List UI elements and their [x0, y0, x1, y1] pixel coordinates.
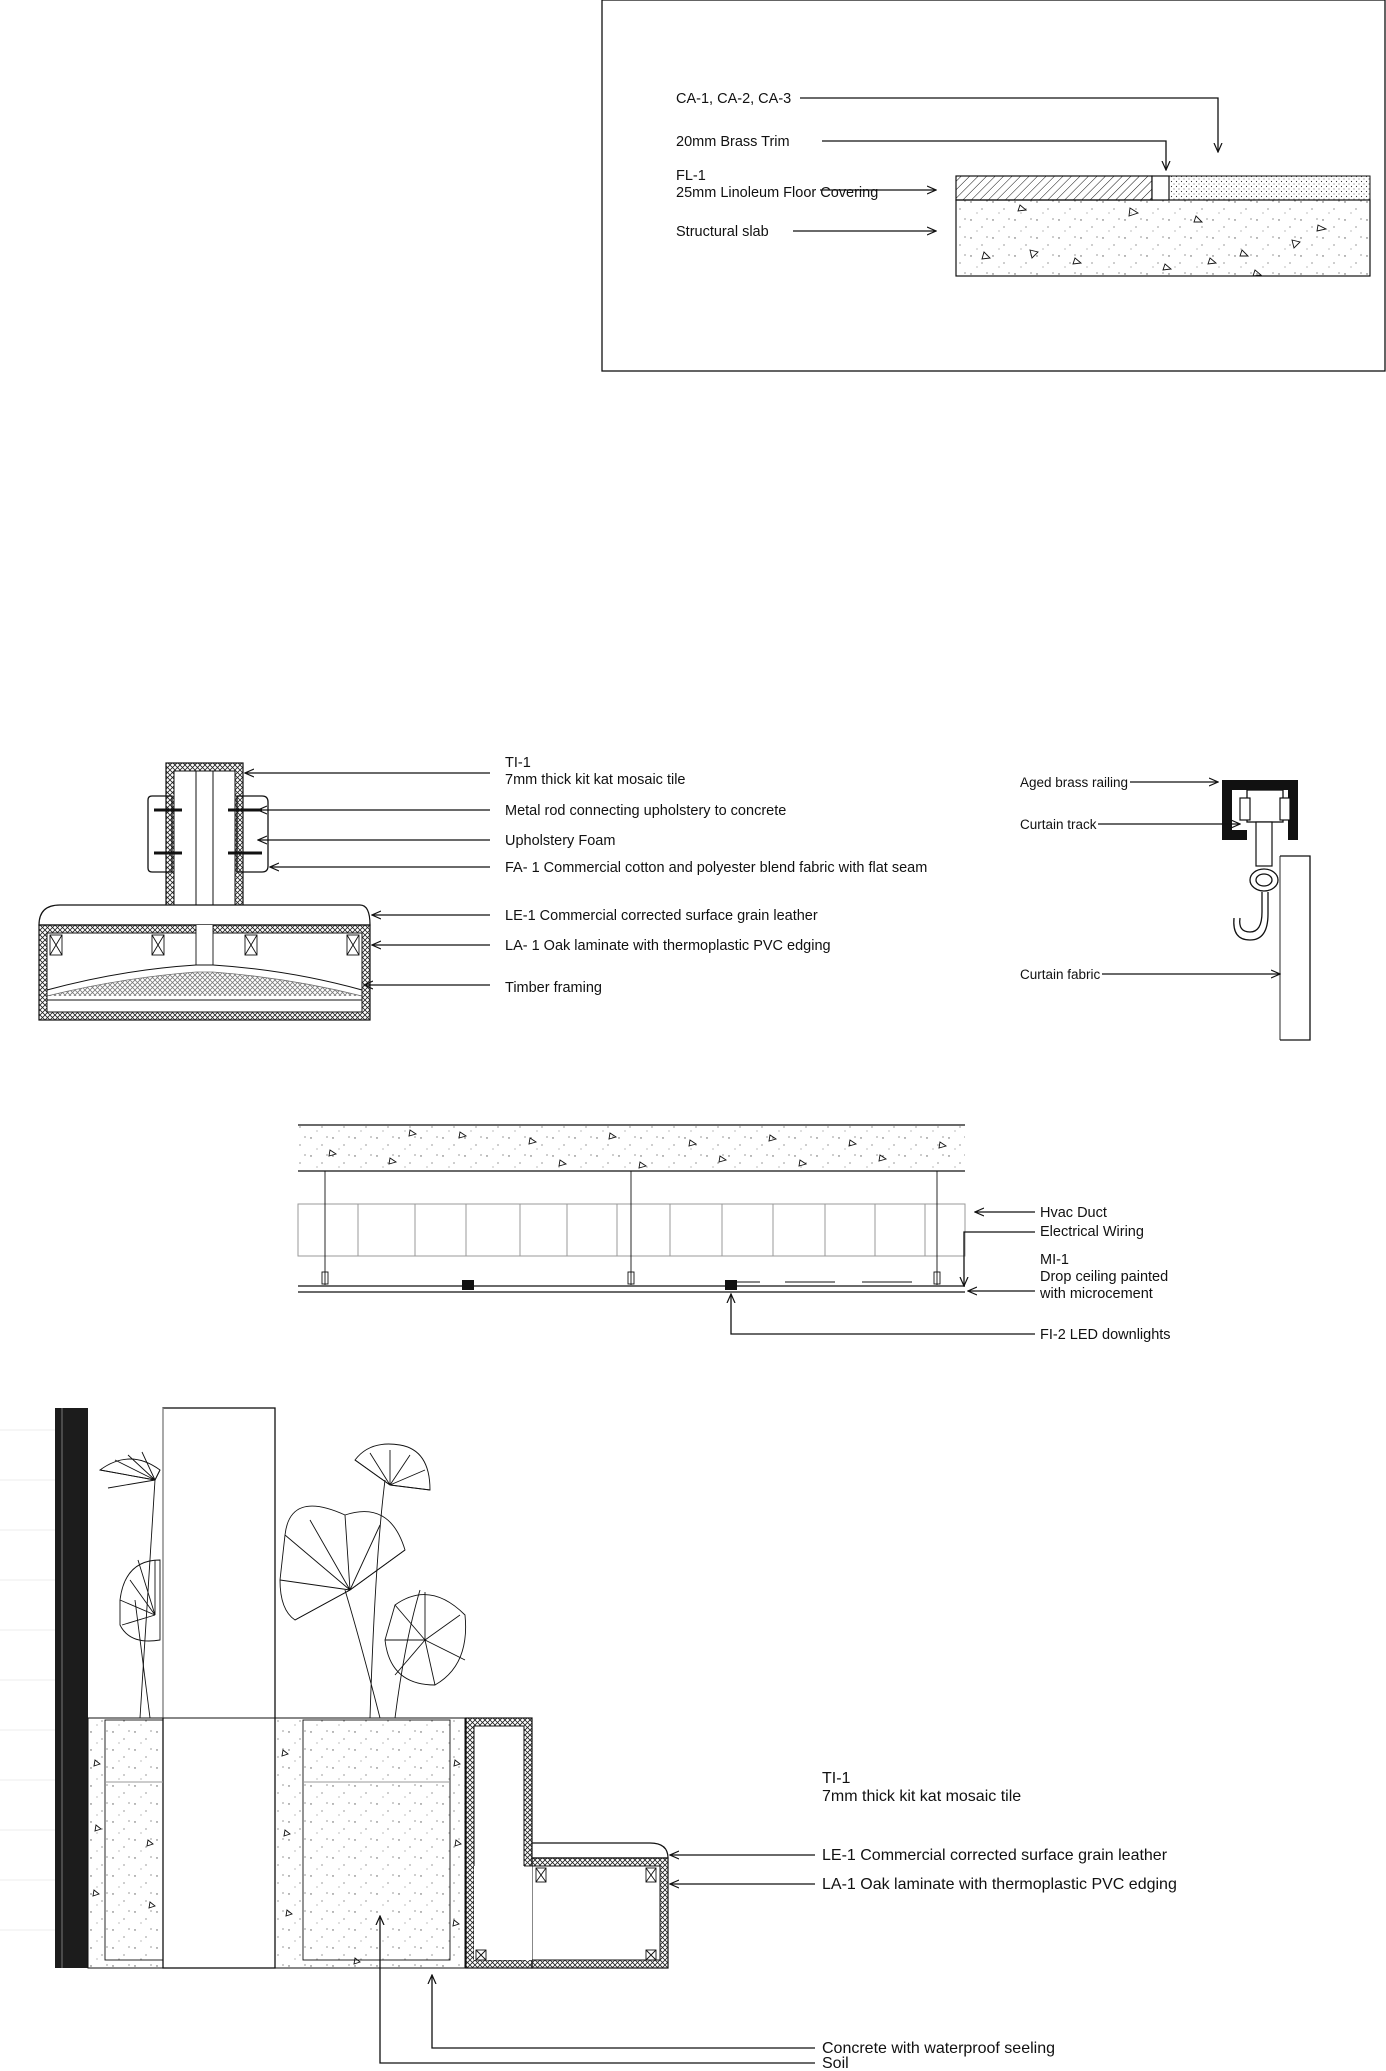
label-fi2: FI-2 LED downlights	[1040, 1327, 1171, 1343]
label-curtain-fabric: Curtain fabric	[1020, 967, 1101, 982]
hvac-duct	[298, 1204, 965, 1256]
curtain-detail	[1020, 775, 1310, 1040]
label-metal-rod: Metal rod connecting upholstery to concrete	[505, 803, 787, 819]
led-downlight	[725, 1280, 737, 1290]
label-curtain-track: Curtain track	[1020, 817, 1097, 832]
curtain-track	[1247, 790, 1283, 822]
label-brass-trim: 20mm Brass Trim	[676, 134, 790, 150]
palm-plant-right	[280, 1444, 466, 1718]
label-mi1: MI-1	[1040, 1252, 1069, 1268]
label-linoleum: 25mm Linoleum Floor Covering	[676, 185, 879, 201]
linoleum-layer	[956, 176, 1152, 200]
planter-bench-detail	[0, 1408, 1177, 2071]
column	[163, 1408, 275, 1968]
label-fa1: FA- 1 Commercial cotton and polyester blend fabric with flat seam	[505, 860, 928, 876]
label-la1: LA- 1 Oak laminate with thermoplastic PVC edging	[505, 938, 831, 954]
planter-wall-right	[275, 1718, 465, 1968]
label-ti1-bench: TI-1	[822, 1770, 851, 1787]
curtain-hook	[1240, 892, 1262, 932]
label-hvac: Hvac Duct	[1040, 1205, 1107, 1221]
label-soil: Soil	[822, 2055, 849, 2071]
label-drop-ceiling: Drop ceiling painted	[1040, 1269, 1169, 1285]
ceiling-slab	[298, 1125, 965, 1171]
label-le1: LE-1 Commercial corrected surface grain leather	[505, 908, 818, 924]
seat-leather	[39, 905, 370, 925]
dark-wall	[55, 1408, 88, 1968]
carpet-layer	[1169, 176, 1370, 200]
label-slab: Structural slab	[676, 224, 769, 240]
palm-plant-left	[100, 1452, 160, 1718]
label-upholstery-foam: Upholstery Foam	[505, 833, 616, 849]
label-mosaic-tile: 7mm thick kit kat mosaic tile	[505, 772, 686, 788]
brass-trim	[1152, 176, 1169, 200]
floor-transition-detail	[602, 0, 1385, 371]
label-brass-railing: Aged brass railing	[1020, 775, 1129, 790]
label-electrical: Electrical Wiring	[1040, 1224, 1144, 1240]
label-concrete: Concrete with waterproof seeling	[822, 2040, 1056, 2057]
label-microcement: with microcement	[1040, 1286, 1153, 1302]
label-timber: Timber framing	[505, 980, 602, 996]
label-le1-bench: LE-1 Commercial corrected surface grain leather	[822, 1847, 1168, 1864]
label-fl1: FL-1	[676, 168, 706, 184]
ceiling-detail	[298, 1125, 1171, 1343]
label-mosaic-tile-bench: 7mm thick kit kat mosaic tile	[822, 1788, 1022, 1805]
led-downlight	[462, 1280, 474, 1290]
label-ti1: TI-1	[505, 755, 531, 771]
curtain-fabric	[1280, 856, 1310, 1040]
bench-leather	[532, 1843, 668, 1858]
label-la1-bench: LA-1 Oak laminate with thermoplastic PVC edging	[822, 1876, 1177, 1893]
label-ca: CA-1, CA-2, CA-3	[676, 91, 792, 107]
booth-seat-detail	[39, 755, 927, 1020]
